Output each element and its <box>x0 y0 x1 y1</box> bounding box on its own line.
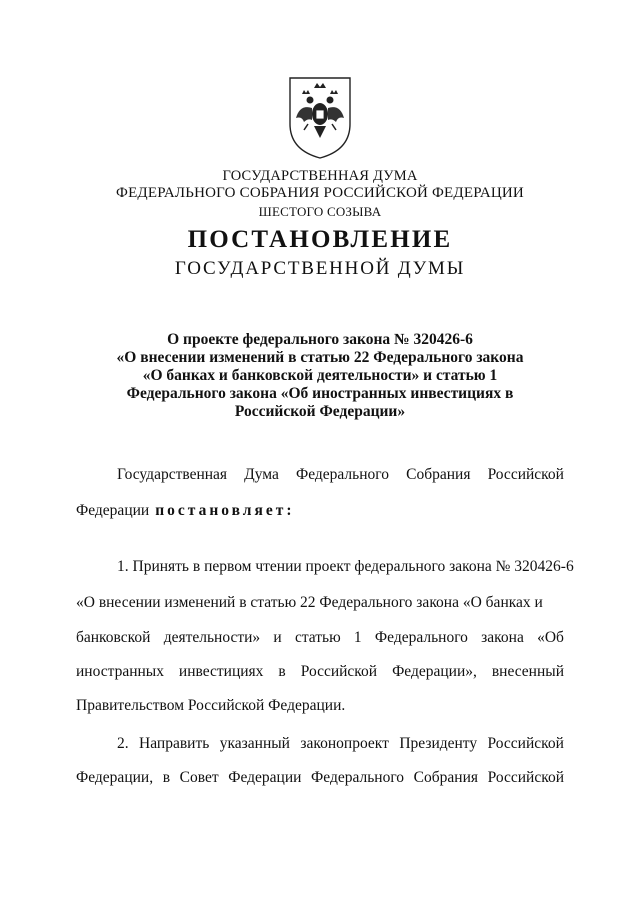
document-title: ПОСТАНОВЛЕНИЕ <box>187 226 453 253</box>
item1-line5: Правительством Российской Федерации. <box>76 697 346 714</box>
preamble-word: Федерации <box>76 502 150 519</box>
justified-word: Федерального <box>311 769 405 786</box>
document-subtitle: ГОСУДАРСТВЕННОЙ ДУМЫ <box>174 258 466 279</box>
justified-word: деятельности» <box>163 629 261 646</box>
justified-word: Президенту <box>399 735 478 752</box>
justified-word: Федерации, <box>76 769 154 786</box>
item1-line1: 1. Принять в первом чтении проект федерального закона № 320426-6 <box>117 558 574 575</box>
resolves-word: постановляет: <box>155 502 295 519</box>
justified-word: закона <box>481 629 524 646</box>
justified-word: «Об <box>537 629 564 646</box>
item2-line2 <box>76 769 564 787</box>
org-name-line1: ГОСУДАРСТВЕННАЯ ДУМА <box>222 168 418 184</box>
justified-word: Собрания <box>413 769 478 786</box>
coat-of-arms-emblem <box>284 72 356 162</box>
subject-line: Федерального закона «Об иностранных инвестициях в <box>126 385 514 402</box>
subject-line: Российской Федерации» <box>234 403 406 420</box>
preamble-line1 <box>117 466 564 484</box>
justified-word: в <box>278 663 286 680</box>
justified-word: банковской <box>76 629 151 646</box>
item1-line4 <box>76 663 564 681</box>
item2-line1 <box>117 735 564 753</box>
subject-line: «О внесении изменений в статью 22 Федерального закона <box>116 349 524 366</box>
justified-word: внесенный <box>491 663 564 680</box>
convocation-line: ШЕСТОГО СОЗЫВА <box>258 204 382 219</box>
justified-word: законопроект <box>300 735 389 752</box>
justified-word: указанный <box>219 735 290 752</box>
justified-word: Федерации <box>228 769 302 786</box>
justified-word: в <box>162 769 171 786</box>
preamble-word: Государственная <box>117 466 228 483</box>
preamble-word: Федерального <box>295 466 390 483</box>
preamble-line2 <box>76 502 564 520</box>
justified-word: иностранных <box>76 663 164 680</box>
justified-word: 2. <box>117 735 129 752</box>
justified-word: инвестициях <box>178 663 264 680</box>
preamble-word: Собрания <box>406 466 471 483</box>
justified-word: и <box>273 629 282 646</box>
item1-line2: «О внесении изменений в статью 22 Федерального закона «О банках и <box>76 594 543 611</box>
justified-word: Российской <box>300 663 378 680</box>
justified-word: Федерального <box>374 629 468 646</box>
justified-word: статью <box>294 629 341 646</box>
justified-word: Российской <box>487 769 564 786</box>
justified-word: Совет <box>179 769 219 786</box>
subject-line: О проекте федерального закона № 320426-6 <box>167 331 473 348</box>
preamble-word: Дума <box>244 466 279 483</box>
item1-line3 <box>76 629 564 647</box>
justified-word: Российской <box>487 735 564 752</box>
preamble-word: Российской <box>487 466 564 483</box>
org-name-line2: ФЕДЕРАЛЬНОГО СОБРАНИЯ РОССИЙСКОЙ ФЕДЕРАЦИИ <box>116 185 524 201</box>
justified-word: Федерации», <box>392 663 477 680</box>
justified-word: 1 <box>353 629 362 646</box>
justified-word: Направить <box>139 735 210 752</box>
subject-line: «О банках и банковской деятельности» и статью 1 <box>142 367 498 384</box>
